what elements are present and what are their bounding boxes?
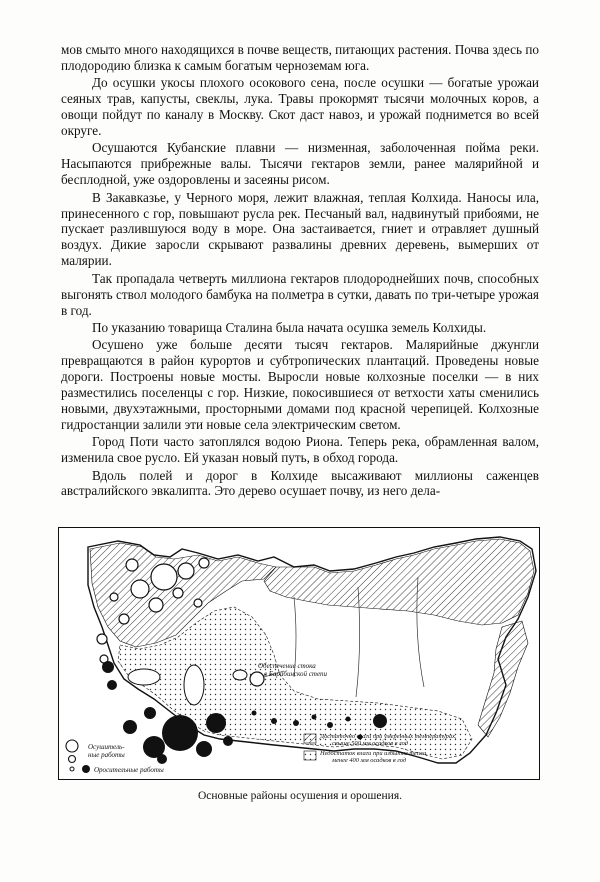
legend-sufficient-swatch bbox=[304, 734, 316, 743]
irrigation-circle bbox=[144, 707, 156, 719]
paragraph: Так пропадала четверть миллиона гектаров плодороднейших почв, способных выгонять ствол молодого бамбука на полметра в сутки, давать по три-четыре урожая в год. bbox=[61, 270, 539, 318]
irrigation-circle bbox=[107, 680, 117, 690]
drainage-circle bbox=[199, 558, 209, 568]
caspian-sea bbox=[184, 665, 204, 705]
legend-irrigation-label: Оросительные работы bbox=[94, 766, 164, 774]
drainage-circle bbox=[126, 559, 138, 571]
irrigation-circle bbox=[157, 754, 167, 764]
map-figure bbox=[58, 527, 540, 780]
ussr-map bbox=[58, 527, 540, 780]
irrigation-circle bbox=[293, 720, 299, 726]
drainage-circle bbox=[151, 564, 177, 590]
drainage-circle bbox=[110, 593, 118, 601]
legend-drainage-line1: Осушитель- bbox=[88, 743, 125, 751]
irrigation-circle bbox=[312, 715, 317, 720]
legend-drainage-medium bbox=[69, 756, 76, 763]
legend-sufficient-line1: Достаточно влаги при умеренных температурах, bbox=[320, 733, 457, 740]
irrigation-circle bbox=[162, 715, 198, 751]
paragraph: В Закавказье, у Черного моря, лежит влажная, теплая Колхида. Наносы ила, принесенного с гор, повышают русла рек. Песчаный вал, надвинутый прибоями, не пускает разлившуюся воду в море. Она застаивается, гниет и отравляет душный воздух. Дикие заросли скрывают развалины древних деревень, вымерших от малярии. bbox=[61, 189, 539, 269]
legend-sufficient-line2: свыше 500 мм осадков в год bbox=[332, 740, 408, 747]
legend-insufficient-swatch bbox=[304, 751, 316, 760]
legend-drainage-large bbox=[66, 740, 78, 752]
drainage-circle bbox=[97, 634, 107, 644]
figure-caption: Основные районы осушения и орошения. bbox=[197, 790, 402, 802]
legend-insufficient-line2: менее 400 мм осадков в год bbox=[332, 757, 407, 764]
paragraph: Город Поти часто затоплялся водою Риона. Теперь река, обрамленная валом, изменила свое русло. Ей указан новый путь, в обход города. bbox=[61, 434, 539, 466]
paragraph: По указанию товарища Сталина была начата осушка земель Колхиды. bbox=[92, 319, 487, 335]
paragraph: Осушаются Кубанские плавни — низменная, заболоченная пойма реки. Насыпаются прибрежные валы. Тысячи гектаров земли, ранее малярийной и бесплодной, уже оздоровлены и засеяны рисом. bbox=[61, 140, 539, 188]
paragraph: До осушки укосы плохого осокового сена, после осушки — богатые урожаи сеяных трав, капусты, свеклы, лука. Травы прокормят тысячи молочных коров, а овощи пойдут по каналу в Москву. Скот даст навоз, и урожай поднимется во всей округе. bbox=[61, 75, 539, 139]
aral-sea bbox=[233, 670, 247, 680]
irrigation-circle bbox=[327, 722, 333, 728]
legend-drainage-line2: ные работы bbox=[88, 751, 125, 759]
irrigation-circle bbox=[252, 711, 257, 716]
drainage-circle bbox=[131, 580, 149, 598]
body-text bbox=[61, 42, 539, 501]
irrigation-circle bbox=[346, 717, 351, 722]
legend-drainage-small bbox=[70, 767, 74, 771]
drainage-circle bbox=[119, 614, 129, 624]
irrigation-circle bbox=[102, 661, 114, 673]
barabinsk-drainage-circle bbox=[250, 672, 264, 686]
irrigation-circle bbox=[206, 713, 226, 733]
drainage-circle bbox=[194, 599, 202, 607]
paragraph: Вдоль полей и дорог в Колхиде высаживают миллионы саженцев австралийского эвкалипта. Это дерево осушает почву, из него дела- bbox=[61, 467, 539, 499]
irrigation-circle bbox=[271, 718, 277, 724]
paragraph: Осушено уже больше десяти тысяч гектаров. Малярийные джунгли превращаются в район курортов и субтропических плантаций. Проведены новые дороги. Построены новые мосты. Выросли новые колхозные поселки — в них разместились поселенцы с гор. Низкие, покосившиеся от ветхости хаты сменились новыми, двухэтажными, просторными домами под красной черепицей. Колхозные гидростанции залили эти новые села электрическим светом. bbox=[61, 337, 539, 432]
drainage-circle bbox=[149, 598, 163, 612]
irrigation-circle bbox=[196, 741, 212, 757]
paragraph: мов смыто много находящихся в почве веществ, питающих растения. Почва здесь по плодородию близка к самым богатым черноземам юга. bbox=[61, 42, 539, 73]
drainage-circle bbox=[173, 588, 183, 598]
annotation-line2: в Барабинской степи bbox=[264, 670, 328, 678]
legend-irrigation-symbol bbox=[82, 765, 90, 773]
annotation-line1: Обеспечение стока bbox=[258, 662, 316, 670]
irrigation-circle bbox=[123, 720, 137, 734]
irrigation-circle bbox=[223, 736, 233, 746]
legend-insufficient-line1: Недостаток влаги при избытке тепла, bbox=[320, 750, 428, 757]
drainage-circle bbox=[178, 563, 194, 579]
irrigation-circle bbox=[373, 714, 387, 728]
black-sea bbox=[128, 669, 160, 685]
